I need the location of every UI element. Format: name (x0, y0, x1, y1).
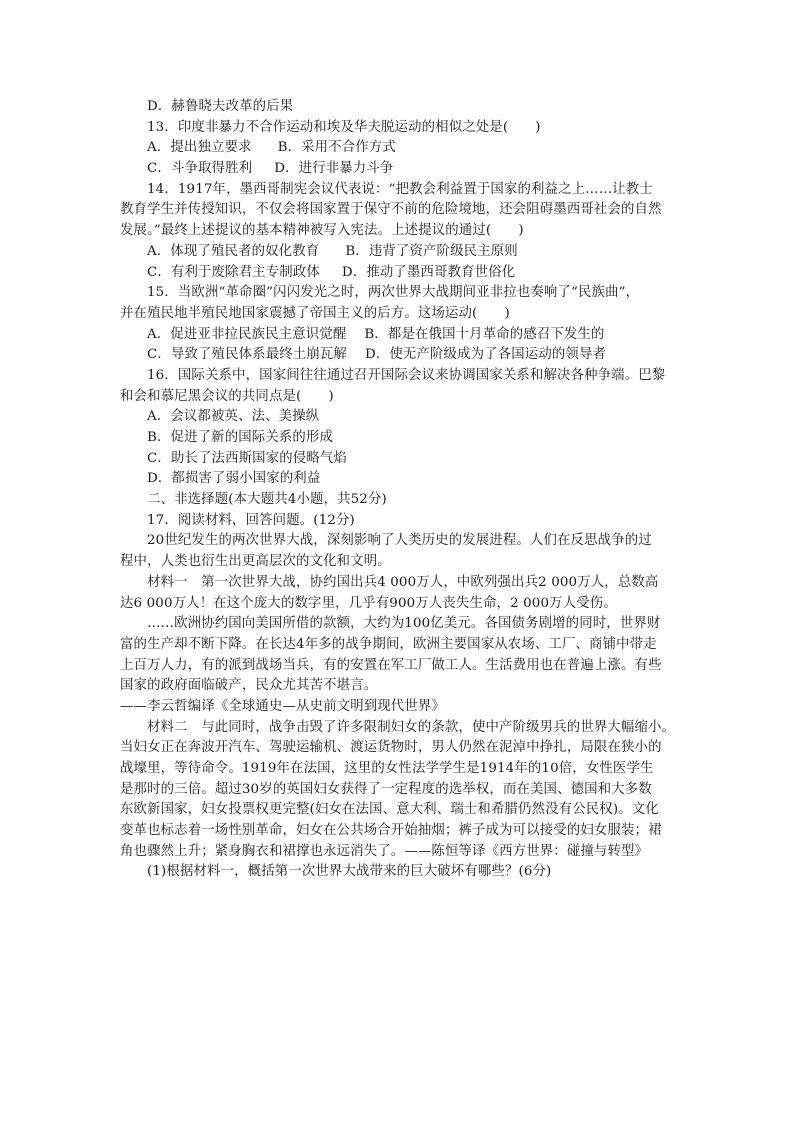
q17-intro-2: 程中，人类也衍生出更高层次的文化和文明。 (120, 554, 391, 570)
q13-option-a: A．提出独立要求 (147, 140, 252, 156)
material-2-line-1: 材料二 与此同时，战争击毁了许多限制妇女的条款，使中产阶级男兵的世界大幅缩小。 (147, 719, 676, 735)
q15-option-a: A．促进亚非拉民族民主意识觉醒 (147, 326, 347, 342)
q15-options-row1 (120, 325, 680, 346)
q16-stem-2: 和会和慕尼黑会议的共同点是( ) (120, 388, 334, 404)
q14-stem-3: 发展。”最终上述提议的基本精神被写入宪法。上述提议的通过( ) (120, 223, 524, 239)
material-2-line-2: 当妇女正在奔波开汽车、驾驶运输机、渡运货物时，男人仍然在泥淖中挣扎，局限在狭小的 (120, 740, 662, 756)
q16-option-b: B．促进了新的国际关系的形成 (147, 430, 334, 445)
material-1-line-4: 富的生产却不断下降。在长达4年多的战争期间，欧洲主要国家从农场、工厂、商铺中带走 (120, 636, 657, 652)
question-content (120, 97, 680, 883)
material-1-line-1: 材料一 第一次世界大战，协约国出兵4 000万人，中欧列强出兵2 000万人，总数高 (147, 574, 659, 590)
q13-option-d: D．进行非暴力斗争 (274, 161, 394, 177)
q12-option-d: D．赫鲁晓夫改革的后果 (147, 99, 294, 114)
q14-stem-2: 教育学生并传授知识，不仅会将国家置于保守不前的危险境地，还会阻碍墨西哥社会的自然 (120, 202, 662, 218)
q16-option-a: A．会议都被英、法、美操纵 (147, 409, 320, 425)
q16-stem-1: 16．国际关系中，国家间往往通过召开国际会议来协调国家关系和解决各种争端。巴黎 (147, 367, 666, 383)
q14-options-row2 (120, 263, 680, 284)
material-1-line-5: 上百万人力，有的派到战场当兵，有的安置在军工厂做工人。生活费用也在普遍上涨。有些 (120, 657, 662, 673)
q17-subquestion-1: (1)根据材料一，概括第一次世界大战带来的巨大破坏有哪些？(6分) (147, 864, 552, 880)
material-1-line-6: 国家的政府面临破产，民众尤其苦不堪言。 (120, 678, 378, 694)
q13-options-row2 (120, 159, 680, 180)
material-2-line-4: 是那时的三倍。超过30岁的英国妇女获得了一定程度的选举权，而在美国、德国和大多数 (120, 781, 652, 797)
section-2-heading: 二、非选择题(本大题共4小题，共52分) (147, 492, 387, 508)
q16-option-d: D．都损害了弱小国家的利益 (147, 471, 321, 487)
q13-option-c: C．斗争取得胜利 (147, 161, 253, 177)
q15-option-c: C．导致了殖民体系最终土崩瓦解 (147, 347, 347, 363)
q14-option-d: D．推动了墨西哥教育世俗化 (341, 264, 516, 280)
q14-option-c: C．有利于废除君主专制政体 (147, 264, 320, 280)
q13-stem: 13．印度非暴力不合作运动和埃及华夫脱运动的相似之处是( ) (147, 119, 541, 135)
q15-options-row2 (120, 345, 680, 366)
q15-option-b: B．都是在俄国十月革命的感召下发生的 (364, 326, 605, 342)
q14-stem-1: 14．1917年，墨西哥制宪会议代表说：“把教会利益置于国家的利益之上……让教士 (147, 181, 653, 197)
material-2-line-3: 战壕里，等待命令。1919年在法国，这里的女性法学学生是1914年的10倍，女性医学生 (120, 761, 654, 776)
q14-option-a: A．体现了殖民者的奴化教育 (147, 243, 320, 259)
q14-option-b: B．违背了资产阶级民主原则 (345, 243, 518, 259)
q13-option-b: B．采用不合作方式 (277, 140, 396, 156)
q17-intro-1: 20世纪发生的两次世界大战，深刻影响了人类历史的发展进程。人们在反思战争的过 (147, 533, 652, 549)
material-1-line-3: ……欧洲协约国向美国所借的款额，大约为100亿美元。各国债务剧增的同时，世界财 (147, 616, 661, 632)
material-1-source: ——李云哲编译《全球通史—从史前文明到现代世界》 (120, 698, 445, 714)
q15-stem-2: 并在殖民地半殖民地国家震撼了帝国主义的后方。这场运动( ) (120, 305, 510, 321)
material-2-line-6: 变革也标志着一场性别革命，妇女在公共场合开始抽烟；裤子成为可以接受的妇女服装；裙 (120, 823, 662, 839)
q17-stem: 17．阅读材料，回答问题。(12分) (147, 512, 355, 528)
q15-option-d: D．使无产阶级成为了各国运动的领导者 (364, 347, 607, 363)
q16-option-c: C．助长了法西斯国家的侵略气焰 (147, 450, 347, 466)
q13-options-row1 (120, 138, 680, 159)
q15-stem-1: 15．当欧洲“革命圈”闪闪发光之时，两次世界大战期间亚非拉也奏响了“民族曲”， (147, 285, 640, 301)
material-2-line-5: 东欧新国家，妇女投票权更完整(妇女在法国、意大利、瑞士和希腊仍然没有公民权)。文化 (120, 802, 659, 818)
q14-options-row1 (120, 242, 680, 263)
material-1-line-2: 达6 000万人！在这个庞大的数字里，几乎有900万人丧失生命，2 000万人受伤。 (120, 595, 617, 611)
material-2-line-7: 角也骤然上升；紧身胸衣和裙撑也永远消失了。——陈恒等译《西方世界：碰撞与转型》 (120, 843, 649, 859)
